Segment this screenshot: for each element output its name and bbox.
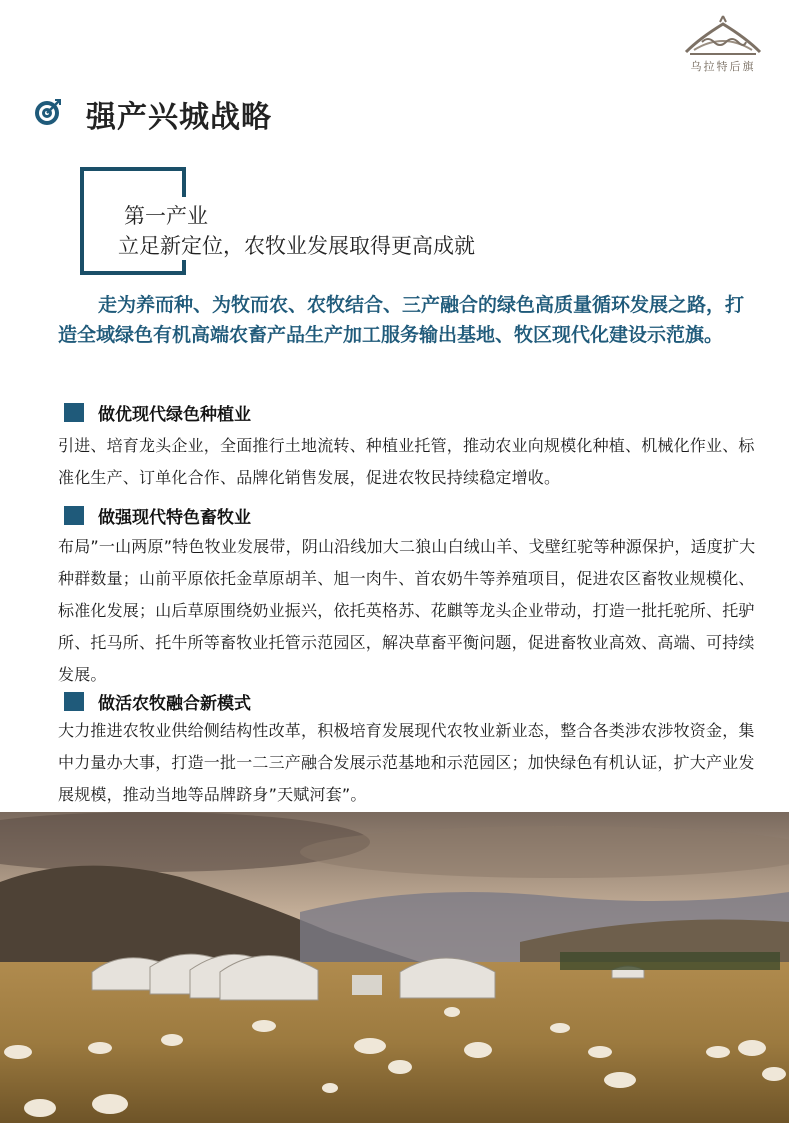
target-icon bbox=[33, 97, 63, 127]
square-bullet-icon bbox=[64, 403, 84, 422]
logo-text: 乌拉特后旗 bbox=[690, 60, 756, 73]
square-bullet-icon bbox=[64, 692, 84, 711]
subheading-text: 做优现代绿色种植业 bbox=[98, 405, 251, 425]
subheading-planting bbox=[64, 400, 251, 425]
section-name: 第一产业 bbox=[122, 200, 210, 230]
grassland-yurt-photo bbox=[0, 812, 789, 1123]
bracket-right-top bbox=[182, 167, 186, 197]
banner-logo bbox=[680, 12, 766, 76]
paragraph-integration: 大力推进农牧业供给侧结构性改革，积极培育发展现代农牧业新业态，整合各类涉农涉牧资金，集中力量办大事，打造一批一二三产融合发展示范基地和示范园区；加快绿色有机认证，扩大产业发展规模，推动当地等品牌跻身”天赋河套”。 bbox=[58, 721, 755, 804]
square-bullet-icon bbox=[64, 506, 84, 525]
subheading-integration bbox=[64, 689, 251, 714]
paragraph-planting: 引进、培育龙头企业，全面推行土地流转、种植业托管，推动农业向规模化种植、机械化作业、标准化生产、订单化合作、品牌化销售发展，促进农牧民持续稳定增收。 bbox=[58, 436, 755, 487]
intro-paragraph: 走为养而种、为牧而农、农牧结合、三产融合的绿色高质量循环发展之路，打造全域绿色有机高端农畜产品生产加工服务输出基地、牧区现代化建设示范旗。 bbox=[58, 294, 745, 346]
yurt-roof-logo-icon bbox=[680, 12, 766, 60]
page-title: 强产兴城战略 bbox=[86, 100, 272, 135]
section-subtitle: 立足新定位，农牧业发展取得更高成就 bbox=[116, 230, 477, 260]
subheading-text: 做活农牧融合新模式 bbox=[98, 694, 251, 714]
paragraph-livestock: 布局”一山两原”特色牧业发展带，阴山沿线加大二狼山白绒山羊、戈壁红驼等种源保护，适度扩大种群数量；山前平原依托金草原胡羊、旭一肉牛、首农奶牛等养殖项目，促进农区畜牧业规模化、标准化发展；山后草原围绕奶业振兴，依托英格苏、花麒等龙头企业带动，打造一批托驼所、托驴所、托马所、托牛所等畜牧业托管示范园区，解决草畜平衡问题，促进畜牧业高效、高端、可持续发展。 bbox=[58, 537, 756, 684]
subheading-text: 做强现代特色畜牧业 bbox=[98, 508, 251, 528]
subheading-livestock bbox=[64, 503, 251, 528]
